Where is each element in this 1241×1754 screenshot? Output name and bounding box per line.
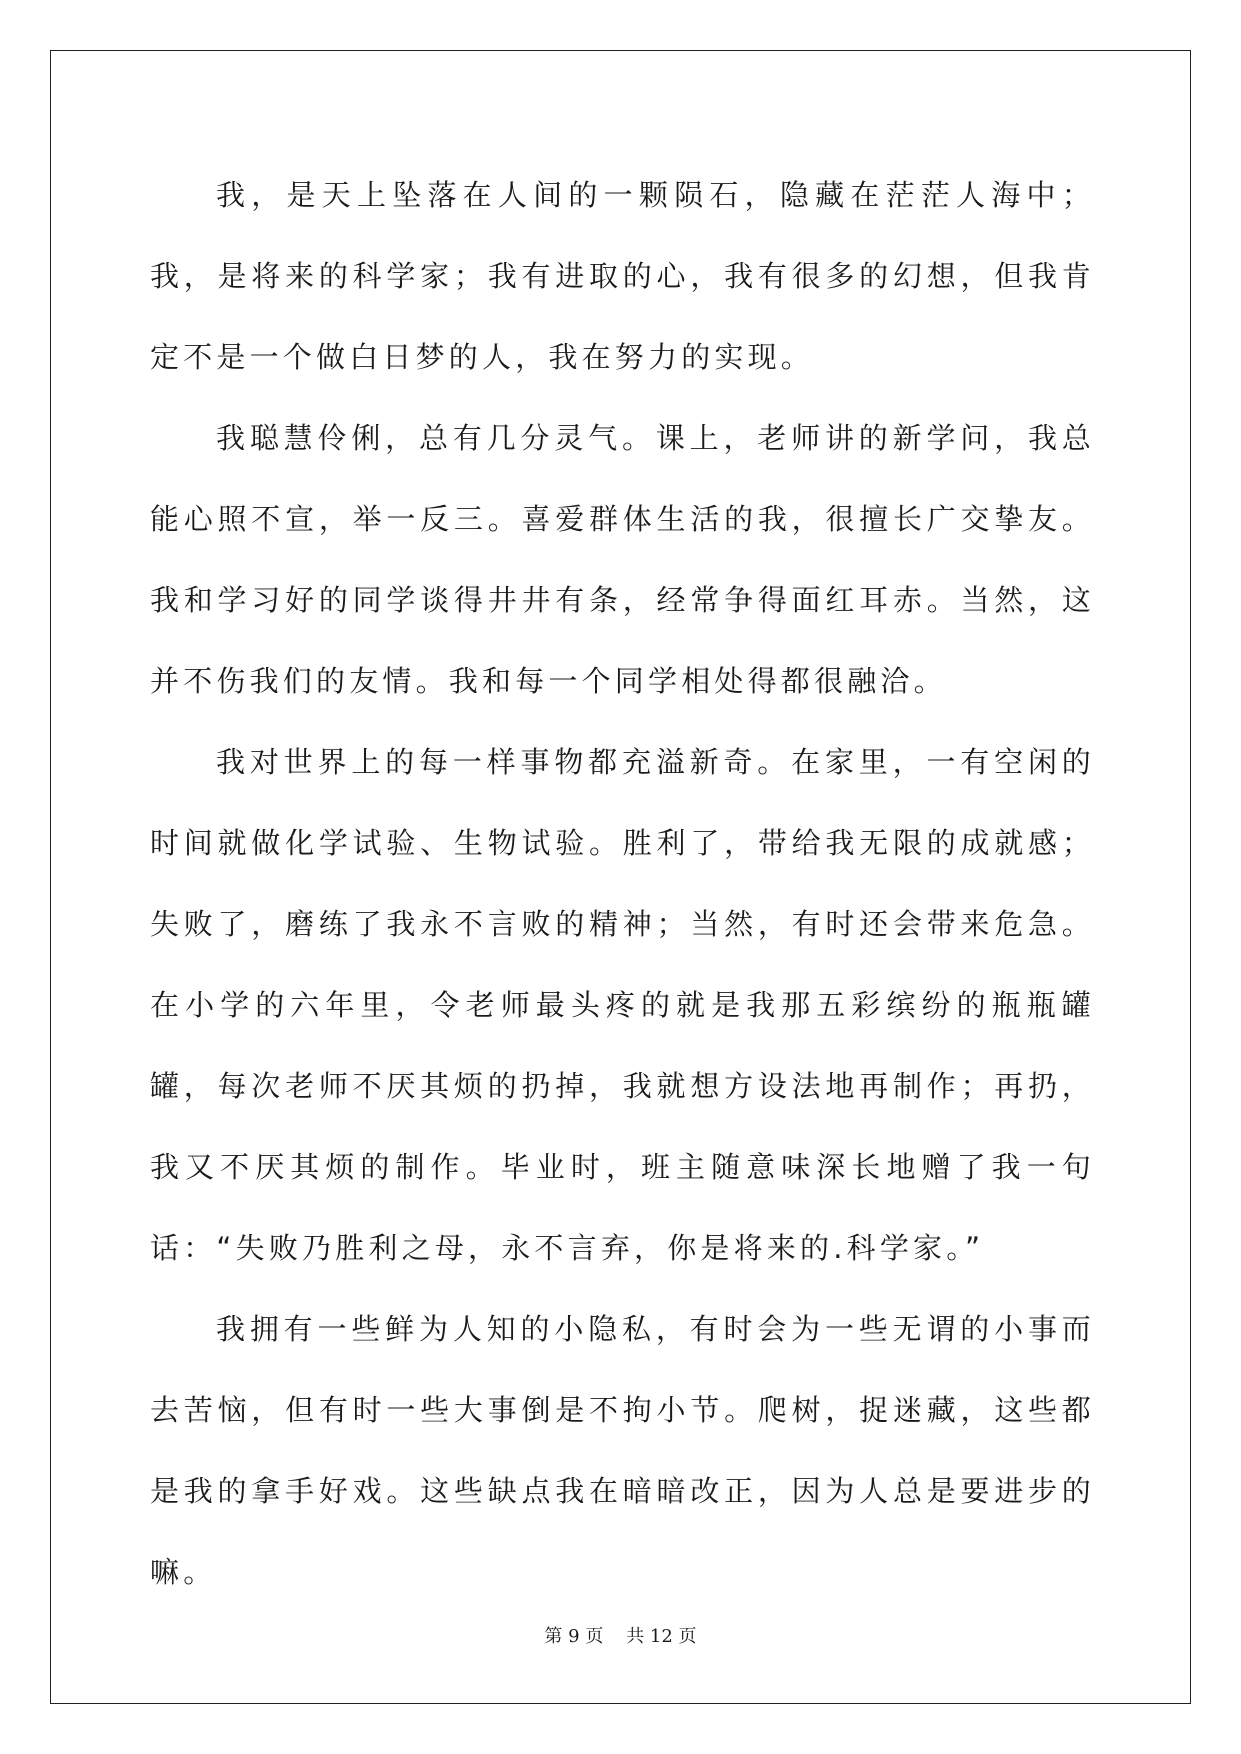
paragraph: 我，是天上坠落在人间的一颗陨石，隐藏在茫茫人海中；我，是将来的科学家；我有进取的心，我有很多的幻想，但我肯定不是一个做白日梦的人，我在努力的实现。 <box>150 178 1095 374</box>
paragraph: 我聪慧伶俐，总有几分灵气。课上，老师讲的新学问，我总能心照不宣，举一反三。喜爱群体生活的我，很擅长广交挚友。我和学习好的同学谈得井井有条，经常争得面红耳赤。当然，这并不伤我们的友情。我和每一个同学相处得都很融洽。 <box>150 421 1095 698</box>
paragraph: 我拥有一些鲜为人知的小隐私，有时会为一些无谓的小事而去苦恼，但有时一些大事倒是不拘小节。爬树，捉迷藏，这些都是我的拿手好戏。这些缺点我在暗暗改正，因为人总是要进步的嘛。 <box>150 1312 1095 1589</box>
page-footer <box>0 1622 1241 1648</box>
paragraph: 我对世界上的每一样事物都充溢新奇。在家里，一有空闲的时间就做化学试验、生物试验。胜利了，带给我无限的成就感；失败了，磨练了我永不言败的精神；当然，有时还会带来危急。在小学的六年里，令老师最头疼的就是我那五彩缤纷的瓶瓶罐罐，每次老师不厌其烦的扔掉，我就想方设法地再制作；再扔，我又不厌其烦的制作。毕业时，班主随意味深长地赠了我一句话：“失败乃胜利之母，永不言弃，你是将来的.科学家。” <box>150 745 1095 1265</box>
document-body <box>150 155 1095 1613</box>
page-number: 第 9 页 共 12 页 <box>544 1626 697 1647</box>
